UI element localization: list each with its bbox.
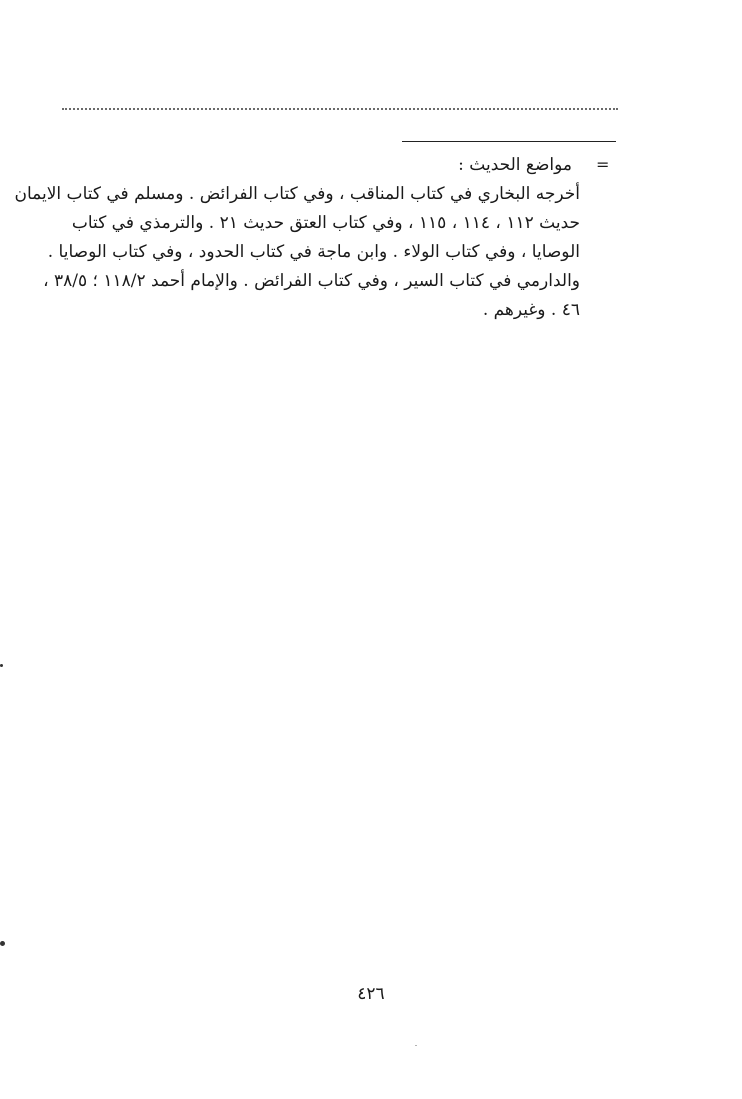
footnote-line: ٤٦ . وغيرهم . [482, 300, 580, 320]
continuation-marker: = [596, 155, 610, 174]
footnote-line: حديث ١١٢ ، ١١٤ ، ١١٥ ، وفي كتاب العتق حديث ٢١ . والترمذي في كتاب [71, 213, 580, 233]
scan-speck [0, 941, 5, 946]
footnote-line: والدارمي في كتاب السير ، وفي كتاب الفرائض . والإمام أحمد ١١٨/٢ ؛ ٣٨/٥ ، [43, 271, 580, 291]
dotted-separator [62, 108, 618, 110]
footnote-heading: مواضع الحديث : [458, 155, 572, 175]
page-number: ٤٢٦ [357, 984, 385, 1004]
footnote-line: أخرجه البخاري في كتاب المناقب ، وفي كتاب الفرائض . ومسلم في كتاب الايمان [14, 184, 580, 204]
scan-speck [415, 1045, 417, 1046]
footnote-line: الوصايا ، وفي كتاب الولاء . وابن ماجة في كتاب الحدود ، وفي كتاب الوصايا . [47, 242, 580, 262]
footnote-block [14, 150, 580, 325]
footnote-separator-rule [402, 141, 616, 142]
scan-speck [0, 664, 3, 667]
